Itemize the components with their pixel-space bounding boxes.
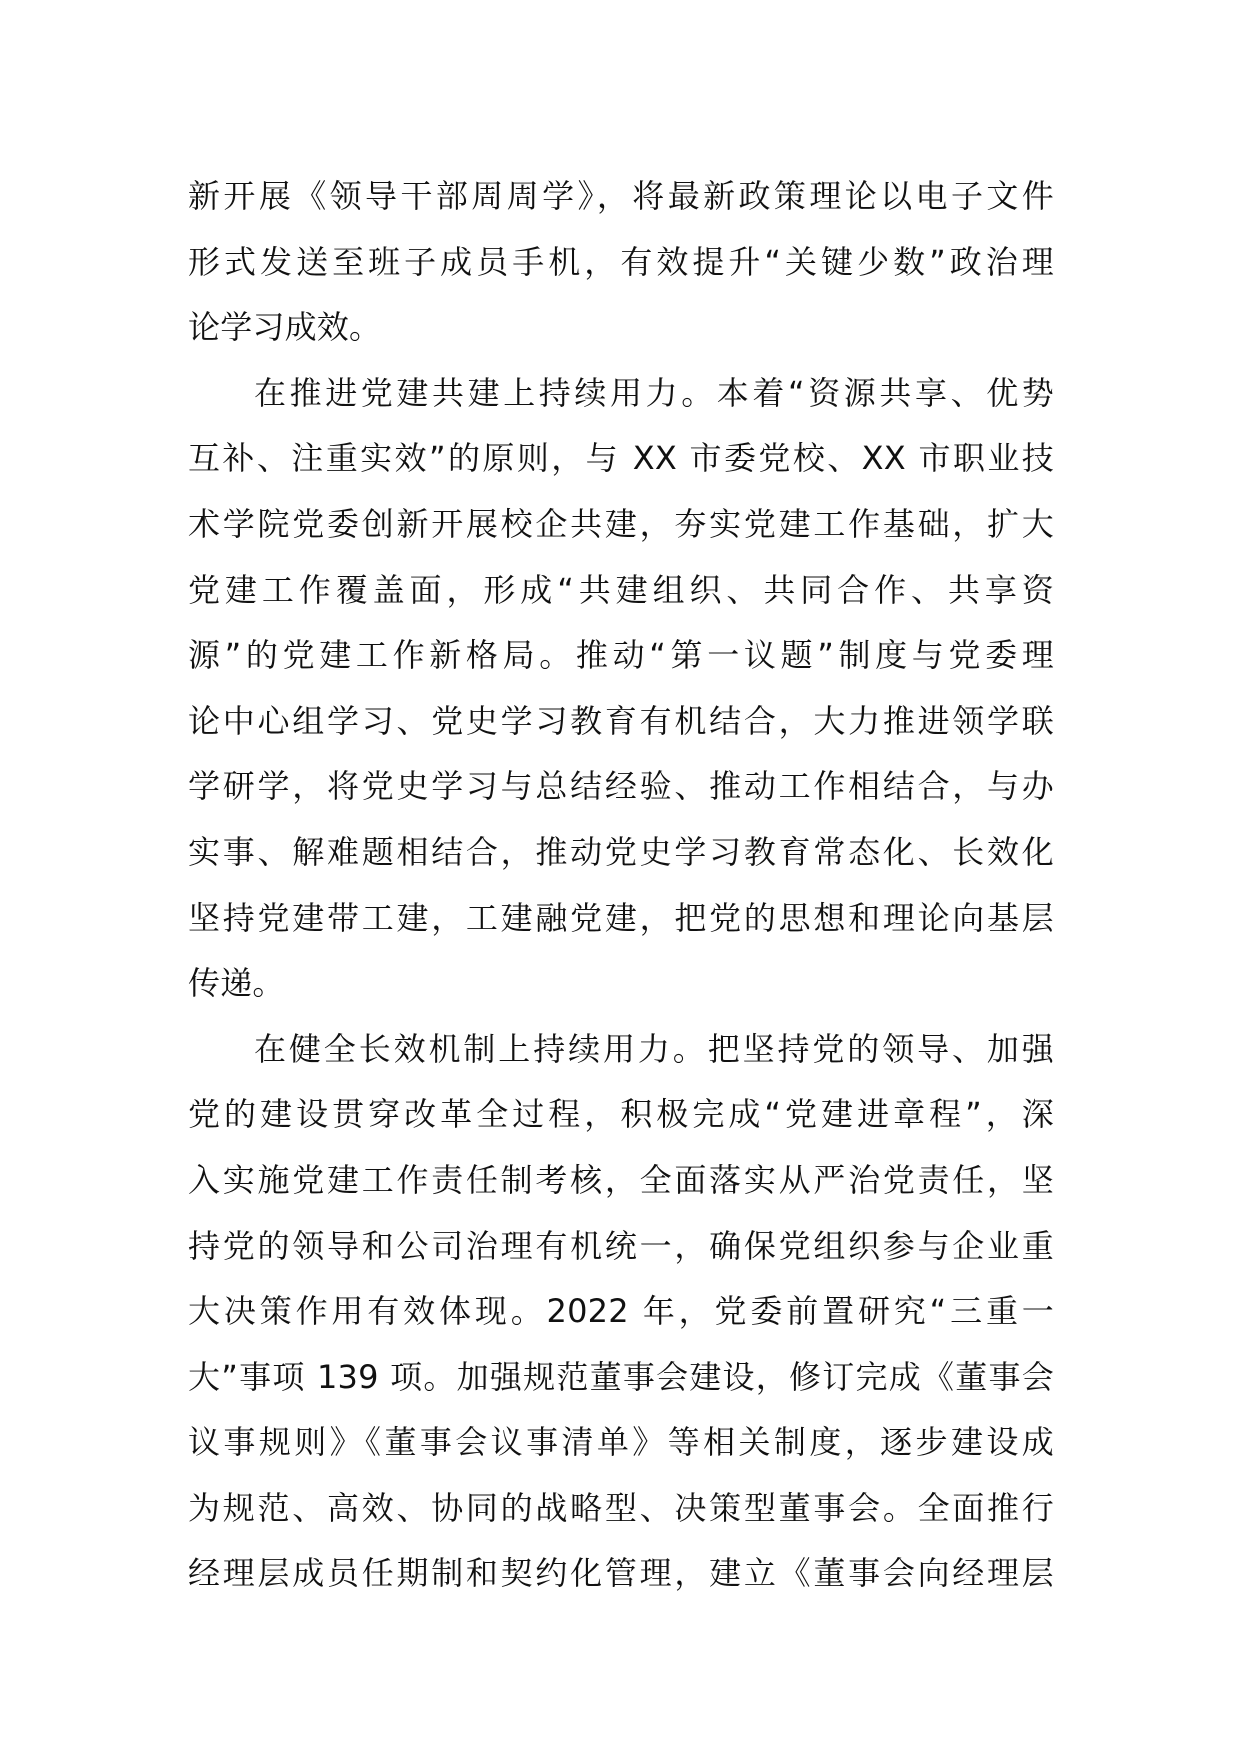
text-line-17: 持党的领导和公司治理有机统一，确保党组织参与企业重 bbox=[188, 1226, 1054, 1265]
text-line-18: 大决策作用有效体现。2022 年，党委前置研究“三重一 bbox=[188, 1292, 1054, 1331]
text-line-14: 在健全长效机制上持续用力。把坚持党的领导、加强 bbox=[254, 1029, 1054, 1068]
text-line-21: 为规范、高效、协同的战略型、决策型董事会。全面推行 bbox=[188, 1488, 1054, 1527]
text-line-16: 入实施党建工作责任制考核，全面落实从严治党责任，坚 bbox=[188, 1160, 1054, 1199]
text-line-12: 坚持党建带工建，工建融党建，把党的思想和理论向基层 bbox=[188, 898, 1054, 937]
text-line-22: 经理层成员任期制和契约化管理，建立《董事会向经理层 bbox=[188, 1554, 1054, 1593]
text-line-2: 形式发送至班子成员手机，有效提升“关键少数”政治理 bbox=[188, 242, 1054, 281]
text-line-6: 术学院党委创新开展校企共建，夯实党建工作基础，扩大 bbox=[188, 504, 1054, 543]
text-line-8: 源”的党建工作新格局。推动“第一议题”制度与党委理 bbox=[188, 636, 1054, 675]
text-line-19: 大”事项 139 项。加强规范董事会建设，修订完成《董事会 bbox=[188, 1357, 1054, 1396]
text-line-7: 党建工作覆盖面，形成“共建组织、共同合作、共享资 bbox=[188, 570, 1054, 609]
text-line-9: 论中心组学习、党史学习教育有机结合，大力推进领学联 bbox=[188, 701, 1054, 740]
text-line-1: 新开展《领导干部周周学》，将最新政策理论以电子文件 bbox=[188, 177, 1054, 215]
text-line-4: 在推进党建共建上持续用力。本着“资源共享、优势 bbox=[254, 373, 1054, 412]
body-text bbox=[188, 164, 1054, 1607]
text-line-10: 学研学，将党史学习与总结经验、推动工作相结合，与办 bbox=[188, 767, 1054, 806]
text-line-5: 互补、注重实效”的原则，与 XX 市委党校、XX 市职业技 bbox=[188, 439, 1054, 478]
text-line-3: 论学习成效。 bbox=[188, 308, 382, 347]
text-line-11: 实事、解难题相结合，推动党史学习教育常态化、长效化 bbox=[188, 832, 1054, 871]
text-line-20: 议事规则》《董事会议事清单》等相关制度，逐步建设成 bbox=[188, 1423, 1054, 1462]
text-line-15: 党的建设贯穿改革全过程，积极完成“党建进章程”，深 bbox=[188, 1095, 1054, 1134]
text-line-13: 传递。 bbox=[188, 964, 285, 1003]
